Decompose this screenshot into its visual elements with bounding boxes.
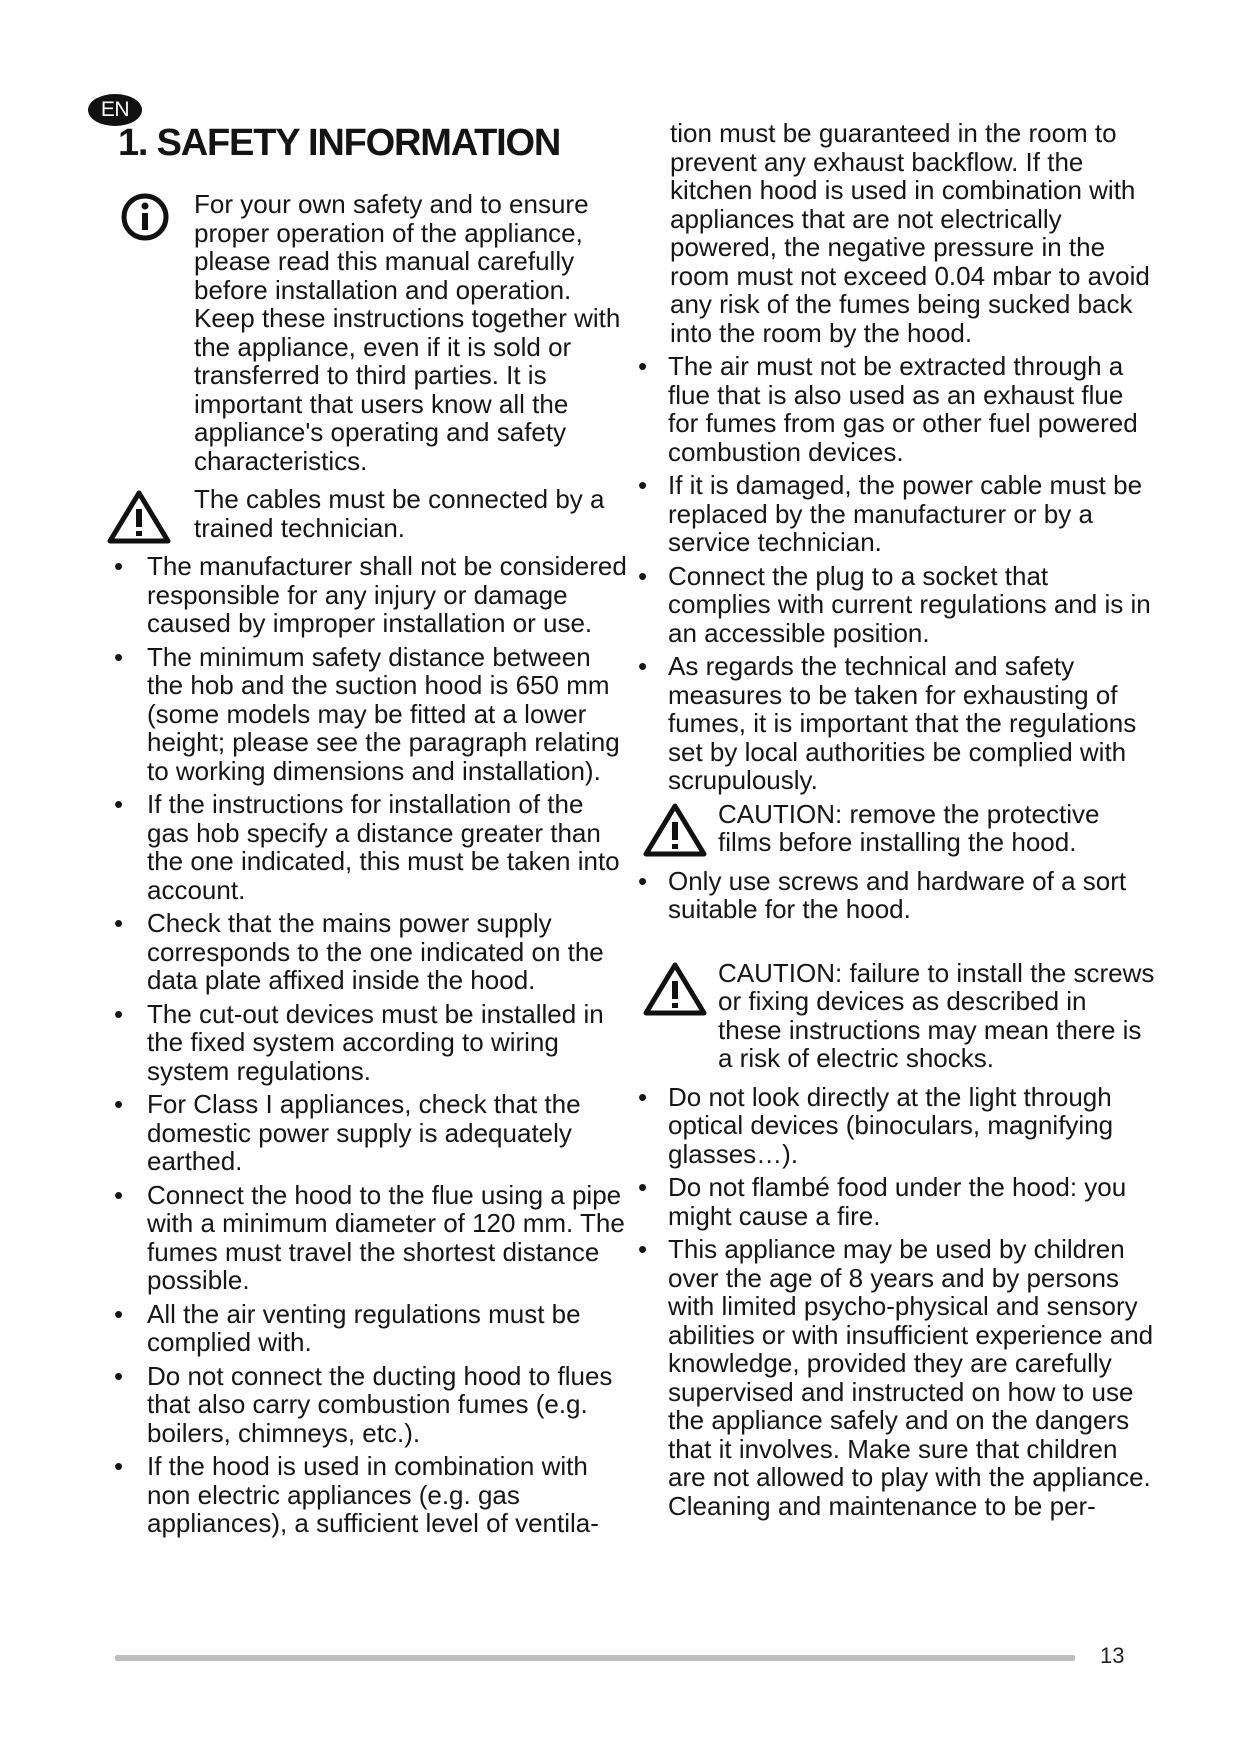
language-badge: EN (88, 94, 142, 126)
page-number: 13 (1100, 1643, 1125, 1668)
warning-icon (106, 489, 172, 551)
list-item: • Connect the hood to the flue using a pipe with a minimum diameter of 120 mm. The fumes must travel the shortest distance possible. (112, 1181, 632, 1295)
list-item: • Do not connect the ducting hood to flues that also carry combustion fumes (e.g. boilers, chimneys, etc.). (112, 1362, 632, 1448)
warning-notice (112, 485, 632, 542)
left-column (112, 190, 632, 1543)
page-title: 1. SAFETY INFORMATION (118, 122, 561, 164)
warning-note-text: The cables must be connected by a trained technician. (194, 484, 605, 543)
caution-films-text: CAUTION: remove the protective films before installing the hood. (718, 798, 1100, 857)
list-item: • Do not look directly at the light through optical devices (binoculars, magnifying glasses…). (636, 1083, 1156, 1169)
list-item: • If the hood is used in combination with non electric appliances (e.g. gas appliances), a sufficient level of ventila- (112, 1452, 632, 1538)
caution-screws-notice (636, 959, 1156, 1073)
list-item: • If the instructions for installation of the gas hob specify a distance greater than the one indicated, this must be taken into account. (112, 790, 632, 904)
list-item: • Do not flambé food under the hood: you might cause a fire. (636, 1173, 1156, 1230)
right-column (636, 119, 1156, 1525)
list-item: • Check that the mains power supply corresponds to the one indicated on the data plate affixed inside the hood. (112, 909, 632, 995)
info-note-text: For your own safety and to ensure proper operation of the appliance, please read this manual carefully before installation and operation. Keep these instructions together with the appliance, even if it is sold or transferred to third parties. It is important that users know all the appliance's operating and safety characteristics. (194, 189, 621, 476)
info-icon (120, 192, 170, 248)
warning-icon (642, 802, 708, 864)
list-item: • Only use screws and hardware of a sort suitable for the hood. (636, 867, 1156, 924)
caution-screws-text: CAUTION: failure to install the screws or fixing devices as described in these instructions may mean there is a risk of electric shocks. (718, 957, 1155, 1073)
list-item: • The minimum safety distance between the hob and the suction hood is 650 mm (some models may be fitted at a lower height; please see the paragraph relating to working dimensions and installation). (112, 643, 632, 786)
list-item: • As regards the technical and safety measures to be taken for exhausting of fumes, it is important that the regulations set by local authorities be complied with scrupulously. (636, 652, 1156, 795)
warning-icon (642, 961, 708, 1023)
continued-paragraph: tion must be guaranteed in the room to prevent any exhaust backflow. If the kitchen hood is used in combination with appliances that are not electrically powered, the negative pressure in the room must not exceed 0.04 mbar to avoid any risk of the fumes being sucked back into the room by the hood. (670, 118, 1150, 348)
footer-rule (115, 1655, 1075, 1661)
list-item: • The manufacturer shall not be considered responsible for any injury or damage caused by improper installation or use. (112, 552, 632, 638)
list-item: • This appliance may be used by children over the age of 8 years and by persons with limited psycho-physical and sensory abilities or with insufficient experience and knowledge, provided they are carefully supervised and instructed on how to use the appliance safely and on the dangers that it involves. Make sure that children are not allowed to play with the appliance. Cleaning and maintenance to be per- (636, 1235, 1156, 1520)
list-item: • The cut-out devices must be installed in the fixed system according to wiring system regulations. (112, 1000, 632, 1086)
list-item: • For Class I appliances, check that the domestic power supply is adequately earthed. (112, 1090, 632, 1176)
list-item: • If it is damaged, the power cable must be replaced by the manufacturer or by a service technician. (636, 471, 1156, 557)
list-item: • All the air venting regulations must be complied with. (112, 1300, 632, 1357)
list-item: • Connect the plug to a socket that complies with current regulations and is in an accessible position. (636, 562, 1156, 648)
list-item: • The air must not be extracted through a flue that is also used as an exhaust flue for fumes from gas or other fuel powered combustion devices. (636, 352, 1156, 466)
caution-films-notice (636, 800, 1156, 857)
info-notice (112, 190, 632, 475)
